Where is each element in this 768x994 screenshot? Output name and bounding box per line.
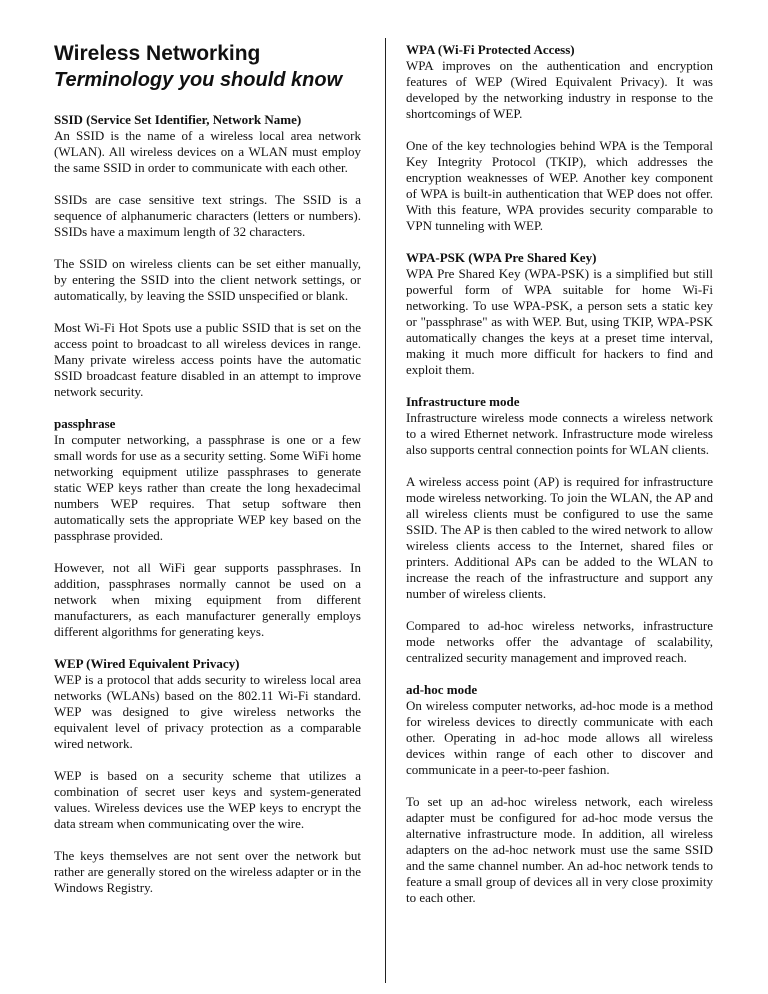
- section-heading-ssid: SSID (Service Set Identifier, Network Name): [54, 112, 302, 127]
- paragraph: Infrastructure wireless mode connects a wireless network to a wired Ethernet network. Infrastructure mode wireless also supports central connection points for WLAN clients.: [406, 410, 713, 457]
- paragraph: In computer networking, a passphrase is one or a few small words for use as a security setting. Some WiFi home networking equipment utilize passphrases to generate static WEP keys rather than create the long hexadecimal numbers WEP requires. That setup software then automatically sets the appropriate WEP key based on the passphrase provided.: [54, 432, 361, 543]
- section-wep: [54, 656, 361, 896]
- section-passphrase: [54, 416, 361, 640]
- paragraph: WEP is based on a security scheme that utilizes a combination of secret user keys and system-generated values. Wireless devices use the WEP keys to encrypt the data stream when communicating over the wire.: [54, 768, 361, 831]
- section-infrastructure-mode: [406, 394, 713, 666]
- paragraph: However, not all WiFi gear supports passphrases. In addition, passphrases normally cannot be used on a network when mixing equipment from different manufacturers, as each manufacturer generally employs different algorithms for generating keys.: [54, 560, 361, 639]
- paragraph: The keys themselves are not sent over the network but rather are generally stored on the wireless adapter or in the Windows Registry.: [54, 848, 361, 895]
- section-wpa-psk: [406, 250, 713, 378]
- section-ad-hoc-mode: [406, 682, 713, 906]
- section-heading-wep: WEP (Wired Equivalent Privacy): [54, 656, 240, 671]
- paragraph: One of the key technologies behind WPA is the Temporal Key Integrity Protocol (TKIP), which addresses the encryption weaknesses of WEP. Another key component of WPA is built-in authentication that WEP does not offer. With this feature, WPA provides security comparable to VPN tunneling with WEP.: [406, 138, 713, 233]
- paragraph: WEP is a protocol that adds security to wireless local area networks (WLANs) based on the 802.11 Wi-Fi standard. WEP was designed to give wireless networks the equivalent level of privacy protection as a comparable wired network.: [54, 672, 361, 751]
- paragraph: SSIDs are case sensitive text strings. The SSID is a sequence of alphanumeric characters (letters or numbers). SSIDs have a maximum length of 32 characters.: [54, 192, 361, 239]
- section-heading-passphrase: passphrase: [54, 416, 116, 431]
- right-column: [406, 42, 713, 922]
- paragraph: An SSID is the name of a wireless local area network (WLAN). All wireless devices on a WLAN must employ the same SSID in order to communicate with each other.: [54, 128, 361, 175]
- paragraph: To set up an ad-hoc wireless network, each wireless adapter must be configured for ad-hoc mode versus the alternative infrastructure mode. In addition, all wireless adapters on the ad-hoc network must use the same SSID and the same channel number. An ad-hoc network tends to feature a small group of devices all in very close proximity to each other.: [406, 794, 713, 905]
- paragraph: Compared to ad-hoc wireless networks, infrastructure mode networks offer the advantage of scalability, centralized security management and improved reach.: [406, 618, 713, 665]
- paragraph: The SSID on wireless clients can be set either manually, by entering the SSID into the client network settings, or automatically, by leaving the SSID unspecified or blank.: [54, 256, 361, 303]
- section-heading-wpa: WPA (Wi-Fi Protected Access): [406, 42, 575, 57]
- section-heading-wpa-psk: WPA-PSK (WPA Pre Shared Key): [406, 250, 597, 265]
- paragraph: WPA improves on the authentication and encryption features of WEP (Wired Equivalent Privacy). It was developed by the networking industry in response to the shortcomings of WEP.: [406, 58, 713, 121]
- document-title: Wireless Networking: [54, 42, 261, 65]
- paragraph: On wireless computer networks, ad-hoc mode is a method for wireless devices to directly communicate with each other. Operating in ad-hoc mode allows all wireless devices within range of each other to discover and communicate in a peer-to-peer fashion.: [406, 698, 713, 777]
- left-column: [54, 42, 361, 912]
- section-heading-infrastructure-mode: Infrastructure mode: [406, 394, 520, 409]
- column-divider: [385, 38, 386, 983]
- paragraph: Most Wi-Fi Hot Spots use a public SSID that is set on the access point to broadcast to all wireless devices in range. Many private wireless access points have the automatic SSID broadcast feature disabled in an attempt to improve network security.: [54, 320, 361, 399]
- section-wpa: [406, 42, 713, 234]
- paragraph: WPA Pre Shared Key (WPA-PSK) is a simplified but still powerful form of WPA suitable for home Wi-Fi networking. To use WPA-PSK, a person sets a static key or "passphrase" as with WEP. But, using TKIP, WPA-PSK automatically changes the keys at a preset time interval, making it much more difficult for hackers to find and exploit them.: [406, 266, 713, 377]
- section-ssid: [54, 112, 361, 400]
- document-subtitle: Terminology you should know: [54, 69, 343, 91]
- paragraph: A wireless access point (AP) is required for infrastructure mode wireless networking. To join the WLAN, the AP and all wireless clients must be configured to use the same SSID. The AP is then cabled to the wired network to allow wireless clients access to the Internet, shared files or printers. Additional APs can be added to the WLAN to increase the reach of the infrastructure and support any number of wireless clients.: [406, 474, 713, 601]
- section-heading-ad-hoc-mode: ad-hoc mode: [406, 682, 478, 697]
